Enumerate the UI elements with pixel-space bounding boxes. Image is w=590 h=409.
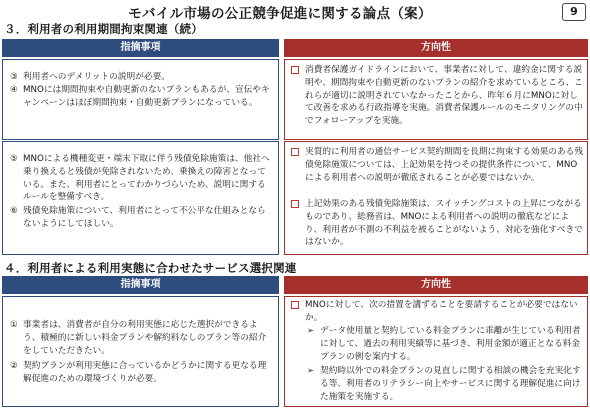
red-square-bullet-icon: [291, 148, 299, 156]
direction-item: [291, 299, 585, 325]
red-square-bullet-icon: [291, 200, 299, 208]
issue-text: MNOによる機種変更・端末下取に伴う残債免除施策は、他社へ乗り換えると残債が免除されないため、乗換えの障害となっている。また、利用者にとってわかりづらいため、説明に関するルールを整備すべき。: [23, 154, 270, 203]
issue-text: MNOには期間拘束や自動更新のないプランもあるが、宣伝やキャンペーンはほぼ期間拘束・自動更新プランになっている。: [23, 85, 270, 108]
issue-number: ⑥: [10, 206, 18, 216]
direction-sub-item: [307, 365, 583, 403]
red-square-bullet-icon: [291, 301, 299, 309]
issue-number: ③: [10, 72, 18, 82]
direction-item: [291, 146, 585, 184]
section3-row1-directions-box: [284, 59, 588, 140]
section4-issues-box: [2, 296, 279, 407]
issue-text: 事業者は、消費者が自分の利用実態に応じた選択ができるよう、積極的に新しい料金プランや解約料なしのプラン等の紹介をしていただきたい。: [23, 320, 267, 356]
section4-directions-header: 方向性: [284, 276, 588, 294]
section3-row2-issues-box: [2, 141, 279, 255]
direction-sub-text: 契約時以外での料金プランの見直しに関する相談の機会を充実化する等、利用者のリテラシー向上やサービスに関する理解促進に向けた施策を実施する。: [320, 366, 581, 402]
page-title: モバイル市場の公正競争促進に関する論点（案）: [128, 6, 432, 22]
section4-directions-box: [284, 296, 588, 407]
direction-sub-item: [307, 325, 583, 363]
section3-directions-header: 方向性: [284, 39, 588, 57]
section3-title: ３．利用者の利用期間拘束関連（続）: [4, 22, 203, 36]
issue-item-3: [10, 71, 272, 84]
direction-text: MNOに対して、次の措置を講ずることを要請することが必要ではないか。: [305, 300, 578, 323]
issue-item-4: [10, 84, 272, 110]
issue-text: 契約プランが利用実態に合っているかどうかに関する更なる理解促進のための環境づくりが必要。: [23, 361, 267, 384]
direction-text: 上記効果のある残債免除施策は、スイッチングコストの上昇につながるものであり、総務省は、MNOによる利用者への説明の徹底などにより、利用者が不測の不利益を被ることがないよう、対応を強化すべきではないか。: [305, 199, 583, 248]
page-number: 9: [562, 3, 586, 21]
red-square-bullet-icon: [291, 66, 299, 74]
issue-item-5: [10, 153, 272, 204]
section3-row1-issues-box: [2, 59, 279, 140]
section3-row2-directions-box: [284, 141, 588, 255]
issue-item-2: [10, 360, 272, 386]
section4-issues-header: 指摘事項: [2, 276, 279, 294]
issue-number: ⑤: [10, 154, 18, 164]
direction-item: [291, 64, 585, 128]
issue-text: 利用者へのデメリットの説明が必要。: [23, 72, 170, 82]
issue-item-1: [10, 319, 272, 357]
issue-number: ④: [10, 85, 18, 95]
direction-item: [291, 198, 585, 249]
issue-number: ①: [10, 320, 18, 330]
arrow-bullet-icon: ➢: [307, 366, 315, 376]
direction-text: 消費者保護ガイドラインにおいて、事業者に対して、違約金に関する説明や、期間拘束や自動更新のないプランの紹介を求めているところ、これらが適切に説明されていなかったことから、昨年６月にMNOに対して改善を求める行政指導を実施。消費者保護ルールのモニタリングの中でフォローアップを実施。: [305, 65, 583, 127]
section4-title: ４．利用者による利用実態に合わせたサービス選択関連: [4, 261, 297, 275]
arrow-bullet-icon: ➢: [307, 326, 315, 336]
issue-item-6: [10, 205, 272, 231]
direction-text: 実質的に利用者の通信サービス契約期間を長期に拘束する効果のある残債免除施策については、上記効果を持つその提供条件について、MNOによる利用者への説明が徹底されることが必要ではないか。: [305, 147, 583, 183]
issue-text: 残債免除施策について、利用者にとって不公平な仕組みとならないようにしてほしい。: [23, 206, 266, 229]
direction-sub-text: データ使用量と契約している料金プランに乖離が生じている利用者に対して、過去の利用実績等に基づき、利用金額が適正となる料金プランの例を案内する。: [320, 326, 581, 362]
issue-number: ②: [10, 361, 18, 371]
section3-issues-header: 指摘事項: [2, 39, 279, 57]
